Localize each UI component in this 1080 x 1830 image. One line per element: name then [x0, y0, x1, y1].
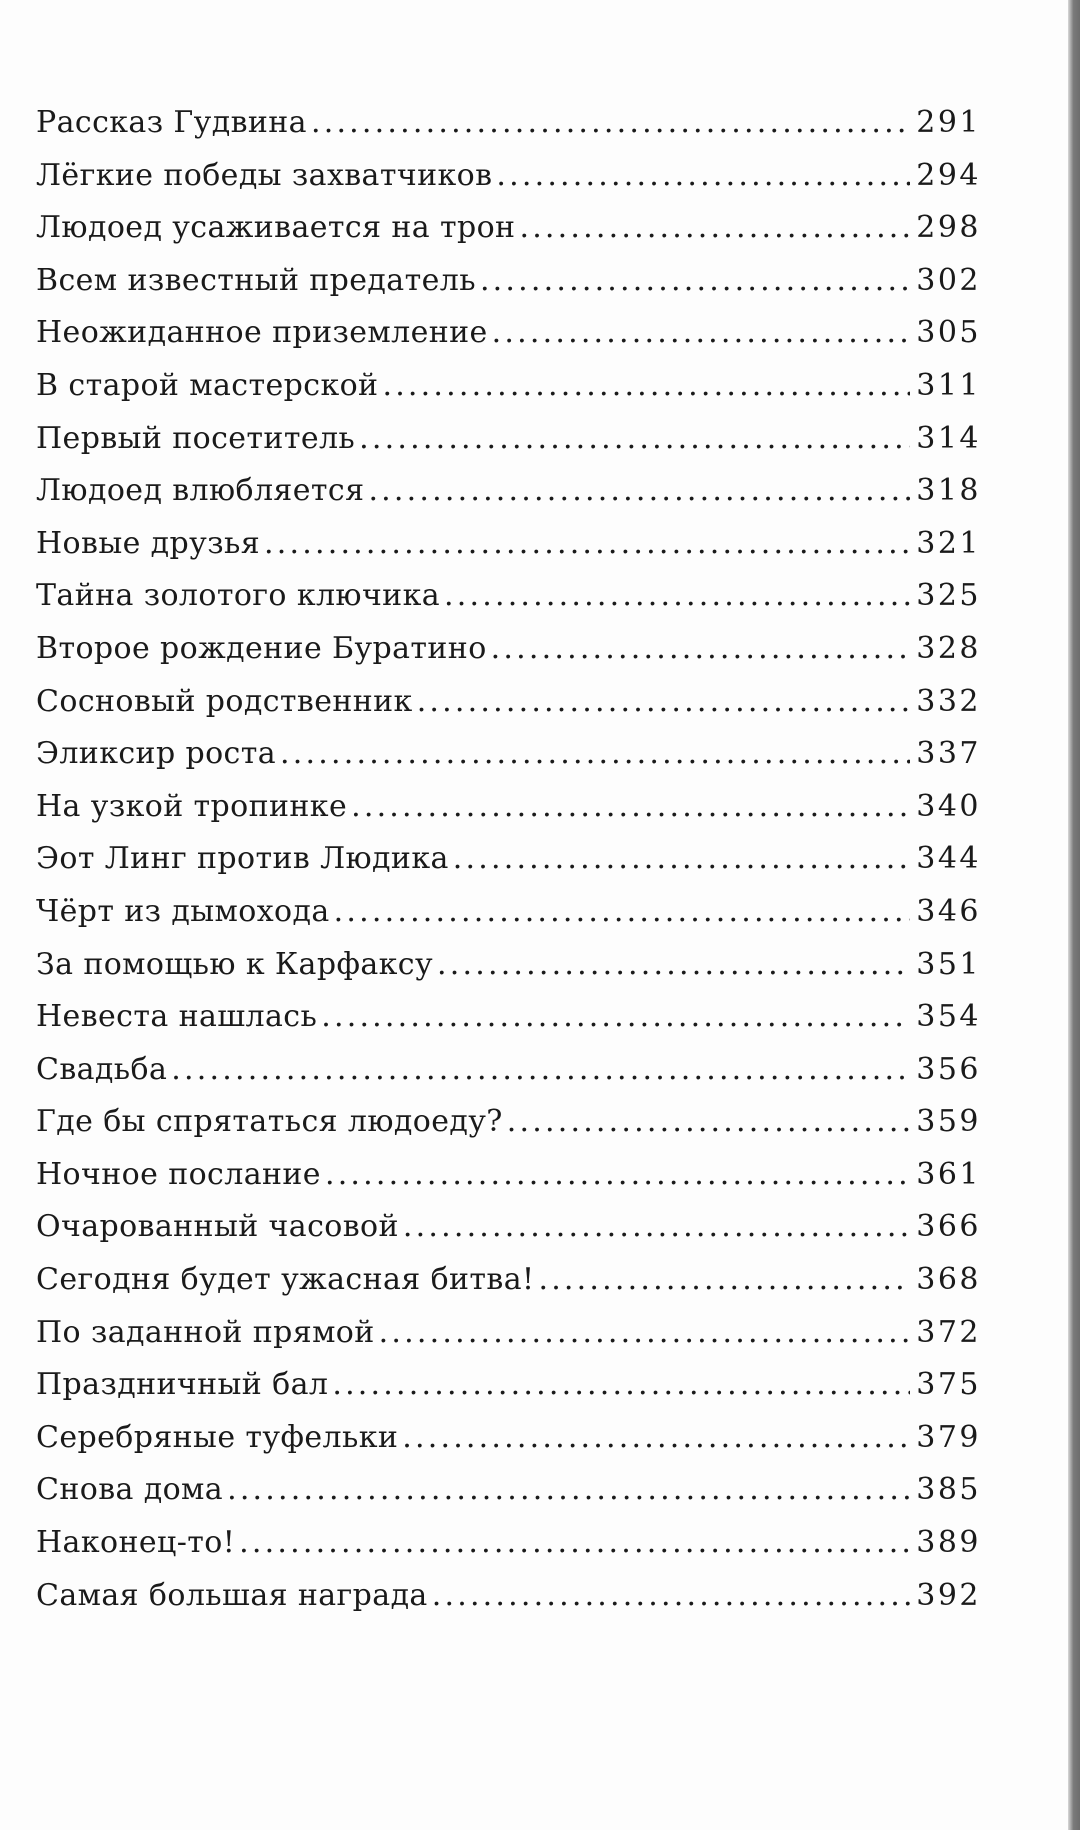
page-edge-shadow	[1068, 0, 1080, 1830]
toc-entry-page-number: 298	[916, 210, 981, 246]
toc-entry	[36, 1157, 981, 1210]
toc-entry-title: В старой мастерской	[36, 367, 379, 403]
dot-leader	[334, 894, 911, 929]
toc-entry-page-number: 366	[916, 1209, 981, 1245]
toc-entry-title: Второе рождение Буратино	[36, 630, 487, 666]
dot-leader	[496, 158, 910, 193]
toc-entry	[36, 368, 981, 421]
toc-entry-title: Тайна золотого ключика	[36, 578, 441, 614]
toc-entry-title: Эот Линг против Людика	[36, 841, 449, 877]
toc-entry-title: Людоед усаживается на трон	[36, 210, 516, 246]
toc-entry-page-number: 385	[916, 1472, 981, 1508]
toc-entry-title: Невеста нашлась	[36, 999, 318, 1035]
dot-leader	[379, 1315, 911, 1350]
toc-entry	[36, 841, 981, 894]
toc-entry-title: Очарованный часовой	[36, 1209, 399, 1245]
toc-entry-page-number: 340	[916, 788, 981, 824]
dot-leader	[332, 1367, 910, 1402]
toc-entry-page-number: 337	[916, 736, 981, 772]
dot-leader	[311, 105, 910, 140]
toc-entry-page-number: 305	[916, 315, 981, 351]
toc-entry-page-number: 346	[916, 893, 981, 929]
toc-entry	[36, 1209, 981, 1262]
toc-entry-page-number: 328	[916, 630, 981, 666]
toc-entry-page-number: 389	[916, 1525, 981, 1561]
dot-leader	[491, 631, 911, 666]
toc-entry-title: Серебряные туфельки	[36, 1419, 399, 1455]
dot-leader	[519, 210, 910, 245]
toc-entry-page-number: 344	[916, 841, 981, 877]
toc-entry	[36, 736, 981, 789]
toc-entry-page-number: 351	[916, 946, 981, 982]
toc-entry-title: Эликсир роста	[36, 736, 277, 772]
toc-entry-title: Рассказ Гудвина	[36, 105, 307, 140]
toc-entry-title: Лёгкие победы захватчиков	[36, 157, 493, 193]
toc-entry	[36, 1420, 981, 1473]
toc-entry-page-number: 291	[916, 105, 981, 140]
toc-entry	[36, 1052, 981, 1105]
toc-entry-title: Всем известный предатель	[36, 262, 476, 298]
toc-entry	[36, 894, 981, 947]
dot-leader	[492, 315, 911, 350]
toc-entry-page-number: 372	[916, 1314, 981, 1350]
toc-entry	[36, 421, 981, 474]
toc-entry-title: Где бы спрятаться людоеду?	[36, 1104, 503, 1140]
toc-entry-page-number: 302	[916, 262, 981, 298]
toc-entry	[36, 210, 981, 263]
dot-leader	[507, 1104, 910, 1139]
toc-entry	[36, 1262, 981, 1315]
toc-entry-page-number: 379	[916, 1419, 981, 1455]
toc-entry-title: Чёрт из дымохода	[36, 893, 330, 929]
toc-entry-page-number: 368	[916, 1262, 981, 1298]
toc-entry-page-number: 325	[916, 578, 981, 614]
dot-leader	[359, 421, 910, 456]
toc-entry	[36, 526, 981, 579]
dot-leader	[382, 368, 910, 403]
toc-entry	[36, 1104, 981, 1157]
dot-leader	[280, 736, 910, 771]
dot-leader	[351, 789, 910, 824]
dot-leader	[403, 1209, 910, 1244]
toc-entry-page-number: 321	[916, 525, 981, 561]
toc-entry	[36, 315, 981, 368]
toc-entry	[36, 1367, 981, 1420]
toc-entry	[36, 105, 981, 158]
dot-leader	[432, 1578, 911, 1613]
toc-entry-title: Первый посетитель	[36, 420, 356, 456]
toc-entry-title: Праздничный бал	[36, 1367, 329, 1403]
toc-entry-page-number: 318	[916, 473, 981, 509]
toc-entry	[36, 473, 981, 526]
toc-entry-page-number: 294	[916, 157, 981, 193]
dot-leader	[453, 841, 910, 876]
dot-leader	[321, 999, 910, 1034]
dot-leader	[402, 1420, 910, 1455]
toc-entry-title: Снова дома	[36, 1472, 224, 1508]
dot-leader	[239, 1525, 910, 1560]
dot-leader	[437, 947, 910, 982]
dot-leader	[227, 1472, 910, 1507]
toc-entry-title: Наконец-то!	[36, 1525, 236, 1561]
toc-entry-page-number: 314	[916, 420, 981, 456]
toc-entry-title: Сегодня будет ужасная битва!	[36, 1262, 535, 1298]
toc-entry-page-number: 361	[916, 1156, 981, 1192]
toc-entry-title: Сосновый родственник	[36, 683, 413, 719]
toc-entry	[36, 999, 981, 1052]
table-of-contents	[36, 105, 981, 1630]
toc-entry	[36, 1472, 981, 1525]
toc-entry	[36, 158, 981, 211]
toc-entry-title: Людоед влюбляется	[36, 473, 365, 509]
dot-leader	[444, 578, 910, 613]
toc-entry-page-number: 359	[916, 1104, 981, 1140]
toc-entry-title: На узкой тропинке	[36, 788, 348, 824]
toc-entry-page-number: 332	[916, 683, 981, 719]
toc-entry	[36, 1578, 981, 1631]
toc-entry-title: Свадьба	[36, 1051, 168, 1087]
toc-entry-title: По заданной прямой	[36, 1314, 375, 1350]
dot-leader	[417, 684, 911, 719]
toc-entry	[36, 631, 981, 684]
dot-leader	[264, 526, 910, 561]
dot-leader	[480, 263, 910, 298]
toc-entry-title: За помощью к Карфаксу	[36, 946, 434, 982]
toc-entry-page-number: 375	[916, 1367, 981, 1403]
toc-entry	[36, 578, 981, 631]
toc-entry-page-number: 354	[916, 999, 981, 1035]
toc-entry-title: Ночное послание	[36, 1156, 321, 1192]
toc-entry-title: Новые друзья	[36, 525, 261, 561]
dot-leader	[538, 1262, 910, 1297]
toc-entry	[36, 789, 981, 842]
dot-leader	[171, 1052, 910, 1087]
toc-entry-title: Неожиданное приземление	[36, 315, 488, 351]
toc-entry-page-number: 356	[916, 1051, 981, 1087]
toc-entry-page-number: 311	[916, 367, 981, 403]
dot-leader	[325, 1157, 910, 1192]
toc-entry	[36, 947, 981, 1000]
toc-entry	[36, 684, 981, 737]
toc-entry-page-number: 392	[916, 1577, 981, 1613]
toc-entry-title: Самая большая награда	[36, 1577, 428, 1613]
toc-entry	[36, 1525, 981, 1578]
toc-entry	[36, 1315, 981, 1368]
toc-entry	[36, 263, 981, 316]
dot-leader	[368, 473, 910, 508]
